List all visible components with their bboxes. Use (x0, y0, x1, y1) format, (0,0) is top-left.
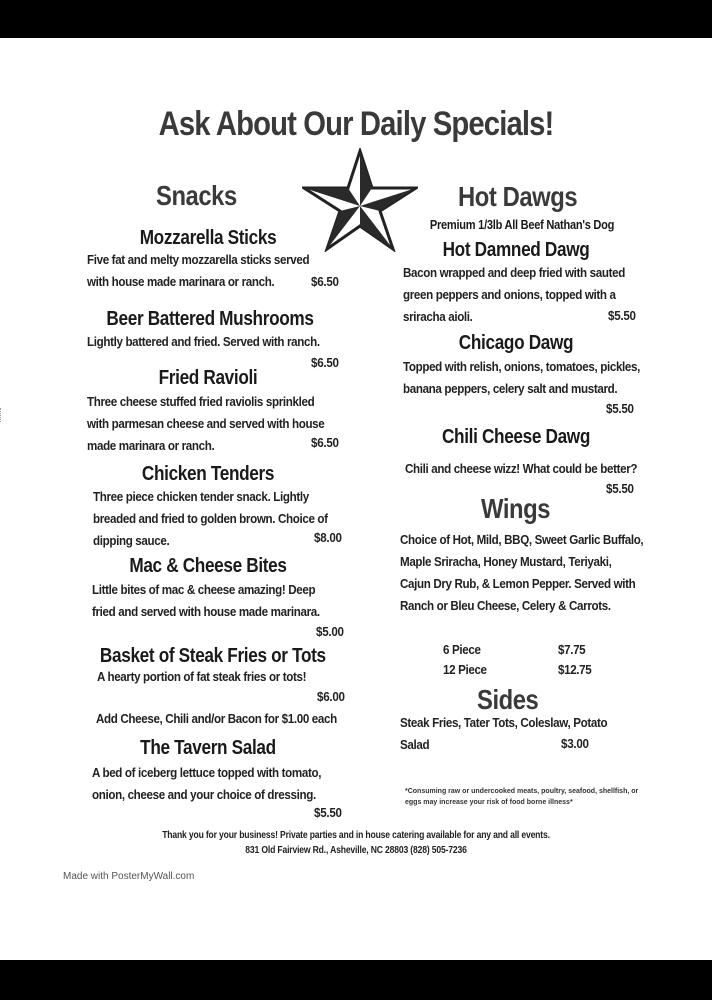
sides-desc-1: Steak Fries, Tater Tots, Coleslaw, Potato (400, 715, 608, 730)
steak-fries-tots-desc-1: A hearty portion of fat steak fries or tots! (97, 669, 307, 684)
snacks-heading: Snacks (156, 180, 237, 211)
postermywall-credit: Made with PosterMyWall.com (63, 871, 195, 882)
footer-address: 831 Old Fairview Rd., Asheville, NC 28803 (828) 505-7236 (245, 845, 467, 856)
steak-fries-tots-addon: Add Cheese, Chili and/or Bacon for $1.00 each (96, 711, 337, 726)
mac-cheese-bites-desc-1: Little bites of mac & cheese amazing! Deep (92, 582, 316, 597)
mozzarella-sticks-desc-1: Five fat and melty mozzarella sticks served (87, 252, 310, 267)
chicago-dawg-price: $5.50 (606, 401, 634, 416)
tavern-salad-price: $5.50 (314, 805, 342, 820)
wings-6-piece-label: 6 Piece (443, 642, 481, 657)
menu-page (0, 38, 712, 960)
chicken-tenders-price: $8.00 (314, 530, 342, 545)
mac-cheese-bites-title: Mac & Cheese Bites (129, 555, 287, 577)
hot-damned-dawg-price: $5.50 (608, 308, 636, 323)
wings-12-piece-price: $12.75 (558, 662, 592, 677)
scan-artifact (0, 408, 4, 422)
hot-damned-dawg-desc-2: green peppers and onions, topped with a (403, 287, 616, 302)
chicago-dawg-desc-1: Topped with relish, onions, tomatoes, pickles, (403, 359, 641, 374)
wings-6-piece-price: $7.75 (558, 642, 586, 657)
beer-battered-mushrooms-desc-1: Lightly battered and fried. Served with ranch. (87, 334, 320, 349)
chicken-tenders-desc-2: breaded and fried to golden brown. Choice of (93, 511, 328, 526)
mac-cheese-bites-price: $5.00 (316, 624, 344, 639)
wings-desc-4: Ranch or Bleu Cheese, Celery & Carrots. (400, 598, 611, 613)
hot-dawgs-subheading: Premium 1/3lb All Beef Nathan's Dog (429, 217, 615, 232)
mozzarella-sticks-title: Mozzarella Sticks (139, 227, 277, 249)
chicken-tenders-desc-3: dipping sauce. (93, 533, 170, 548)
tavern-salad-desc-1: A bed of iceberg lettuce topped with tomato, (92, 765, 322, 780)
chili-cheese-dawg-title: Chili Cheese Dawg (441, 426, 591, 448)
sides-price: $3.00 (561, 736, 589, 751)
sides-heading: Sides (477, 684, 539, 715)
footer-thank-you: Thank you for your business! Private parties and in house catering available for any and all events. (162, 830, 550, 841)
fried-ravioli-title: Fried Ravioli (158, 367, 258, 389)
beer-battered-mushrooms-price: $6.50 (311, 355, 339, 370)
wings-desc-3: Cajun Dry Rub, & Lemon Pepper. Served with (400, 576, 636, 591)
wings-desc-1: Choice of Hot, Mild, BBQ, Sweet Garlic Buffalo, (400, 532, 644, 547)
beer-battered-mushrooms-title: Beer Battered Mushrooms (106, 308, 314, 330)
hot-damned-dawg-desc-3: sriracha aioli. (403, 309, 473, 324)
fried-ravioli-desc-3: made marinara or ranch. (87, 438, 215, 453)
chili-cheese-dawg-price: $5.50 (606, 481, 634, 496)
fried-ravioli-price: $6.50 (311, 435, 339, 450)
hot-damned-dawg-desc-1: Bacon wrapped and deep fried with sauted (403, 265, 625, 280)
fried-ravioli-desc-1: Three cheese stuffed fried raviolis sprinkled (87, 394, 315, 409)
fried-ravioli-desc-2: with parmesan cheese and served with house (87, 416, 325, 431)
chicken-tenders-desc-1: Three piece chicken tender snack. Lightly (93, 489, 309, 504)
tavern-salad-desc-2: onion, cheese and your choice of dressing. (92, 787, 316, 802)
food-safety-notice-1: *Consuming raw or undercooked meats, poultry, seafood, shellfish, or (405, 788, 639, 795)
mac-cheese-bites-desc-2: fried and served with house made marinara. (92, 604, 320, 619)
chicago-dawg-desc-2: banana peppers, celery salt and mustard. (403, 381, 618, 396)
mozzarella-sticks-price: $6.50 (311, 274, 339, 289)
chili-cheese-dawg-desc-1: Chili and cheese wizz! What could be better? (405, 461, 638, 476)
hot-dawgs-heading: Hot Dawgs (458, 181, 578, 212)
steak-fries-tots-price: $6.00 (317, 689, 345, 704)
wings-12-piece-label: 12 Piece (443, 662, 487, 677)
tavern-salad-title: The Tavern Salad (140, 737, 276, 759)
steak-fries-tots-title: Basket of Steak Fries or Tots (99, 645, 326, 667)
mozzarella-sticks-desc-2: with house made marinara or ranch. (87, 274, 275, 289)
hot-damned-dawg-title: Hot Damned Dawg (442, 239, 590, 261)
chicago-dawg-title: Chicago Dawg (458, 332, 574, 354)
sides-desc-2: Salad (400, 737, 430, 752)
wings-desc-2: Maple Sriracha, Honey Mustard, Teriyaki, (400, 554, 612, 569)
wings-heading: Wings (481, 493, 551, 524)
nautical-star-icon (302, 148, 418, 252)
daily-specials-banner: Ask About Our Daily Specials! (158, 105, 554, 143)
chicken-tenders-title: Chicken Tenders (141, 463, 275, 485)
food-safety-notice-2: eggs may increase your risk of food borne illness* (405, 799, 573, 806)
